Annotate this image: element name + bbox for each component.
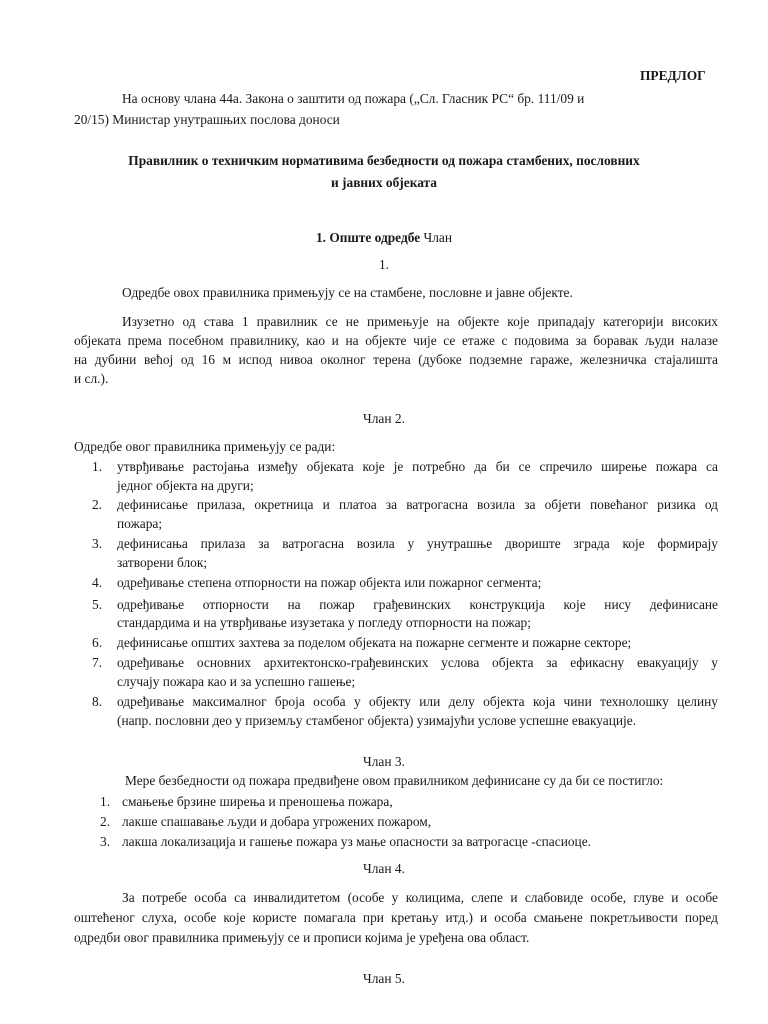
preamble-line-1: На основу члана 44а. Закона о заштити од пожара („Сл. Гласник РС“ бр. 111/09 и bbox=[122, 91, 585, 106]
list-item-number: 2. bbox=[100, 814, 111, 829]
list-item-text: одређивање степена отпорности на пожар објекта или пожарног сегмента; bbox=[117, 575, 542, 590]
list-item-text: лакше спашавање људи и добара угрожених пожаром, bbox=[122, 814, 432, 829]
list-item-text: пожара; bbox=[117, 516, 163, 531]
list-item-number: 3. bbox=[100, 834, 111, 849]
list-item-number: 7. bbox=[92, 655, 103, 670]
article-3-heading: Члан 3. bbox=[363, 754, 405, 769]
list-item-text: стандардима и на утврђивање изузетака у погледу отпорности на пожар; bbox=[117, 615, 531, 630]
draft-label: ПРЕДЛОГ bbox=[640, 68, 706, 83]
document-title-line-2: и јавних објеката bbox=[330, 175, 437, 190]
article-4-paragraph-line: одредби овог правилника примењују се и прописи којима је уређена ова област. bbox=[74, 930, 530, 945]
list-item-number: 2. bbox=[92, 497, 103, 512]
list-item-text: утврђивање растојања између објеката које је потребно да би се спречило ширење пожара са bbox=[117, 459, 718, 474]
list-item-text: случају пожара као и за успешно гашење; bbox=[117, 674, 356, 689]
preamble-line-2: 20/15) Министар унутрашњих послова доноси bbox=[74, 112, 340, 127]
list-item-text: дефинисање општих захтева за поделом објеката на пожарне сегменте и пожарне секторе; bbox=[117, 635, 632, 650]
list-item-text: затворени блок; bbox=[117, 555, 208, 570]
article-1-paragraph-1: Одредбе овох правилника примењују се на стамбене, пословне и јавне објекте. bbox=[122, 285, 573, 300]
section-heading-article: Члан bbox=[420, 230, 453, 245]
list-item-number: 6. bbox=[92, 635, 103, 650]
article-1-number: 1. bbox=[378, 257, 390, 272]
article-2-heading: Члан 2. bbox=[363, 411, 405, 426]
list-item-text: одређивање основних архитектонско-грађевинских услова објекта за ефикасну евакуацију у bbox=[117, 655, 718, 670]
article-3-intro: Мере безбедности од пожара предвиђене овом правилником дефинисане су да би се постигло: bbox=[125, 773, 664, 788]
list-item-text: једног објекта на други; bbox=[117, 478, 254, 493]
article-4-paragraph-line: оштећеног слуха, особе које користе помагала при кретању итд.) и особа смањене покретљивости поред bbox=[74, 910, 718, 925]
list-item-text: дефинисања прилаза за ватрогасна возила у унутрашње двориште зграда које формирају bbox=[117, 536, 718, 551]
section-heading bbox=[0, 231, 768, 244]
document-title-line-1: Правилник о техничким нормативима безбедности од пожара стамбених, пословних bbox=[128, 153, 640, 168]
article-2-intro: Одредбе овог правилника примењују се ради: bbox=[74, 439, 336, 454]
list-item-number: 3. bbox=[92, 536, 103, 551]
list-item-text: смањење брзине ширења и преношења пожара, bbox=[122, 794, 393, 809]
article-4-heading: Члан 4. bbox=[363, 861, 405, 876]
section-heading-bold: 1. Опште одредбе bbox=[315, 230, 421, 245]
article-4-paragraph-line: За потребе особа са инвалидитетом (особе у колицима, слепе и слабовиде особе, глуве и особе bbox=[122, 890, 718, 905]
list-item-text: лакша локализација и гашење пожара уз мање опасности за ватрогасце -спасиоце. bbox=[122, 834, 592, 849]
list-item-number: 4. bbox=[92, 575, 103, 590]
list-item-text: дефинисање прилаза, окретница и платоа за ватрогасна возила за објети повећаног ризика од bbox=[117, 497, 718, 512]
list-item-number: 1. bbox=[100, 794, 111, 809]
article-1-paragraph-2-line: објеката према посебном правилнику, као и на објекте чије се етаже с подовима за боравак људи налазе bbox=[74, 333, 718, 348]
list-item-number: 1. bbox=[92, 459, 103, 474]
article-5-heading: Члан 5. bbox=[363, 971, 405, 986]
list-item-number: 8. bbox=[92, 694, 103, 709]
article-1-paragraph-2-line: и сл.). bbox=[74, 371, 109, 386]
list-item-number: 5. bbox=[92, 597, 103, 612]
list-item-text: одређивање максималног броја особа у објекту или делу објекта која чини технолошку целину bbox=[117, 694, 718, 709]
article-1-paragraph-2-line: на дубини већој од 16 м испод нивоа околног терена (дубоке подземне гараже, железничка стајалишта bbox=[74, 352, 718, 367]
list-item-text: (напр. пословни део у приземљу стамбеног објекта) узимајући услове успешне евакуације. bbox=[117, 713, 637, 728]
article-1-paragraph-2-line: Изузетно од става 1 правилник се не примењује на објекте које припадају категорији високих bbox=[122, 314, 718, 329]
list-item-text: одређивање отпорности на пожар грађевинских конструкција које нису дефинисане bbox=[117, 597, 718, 612]
